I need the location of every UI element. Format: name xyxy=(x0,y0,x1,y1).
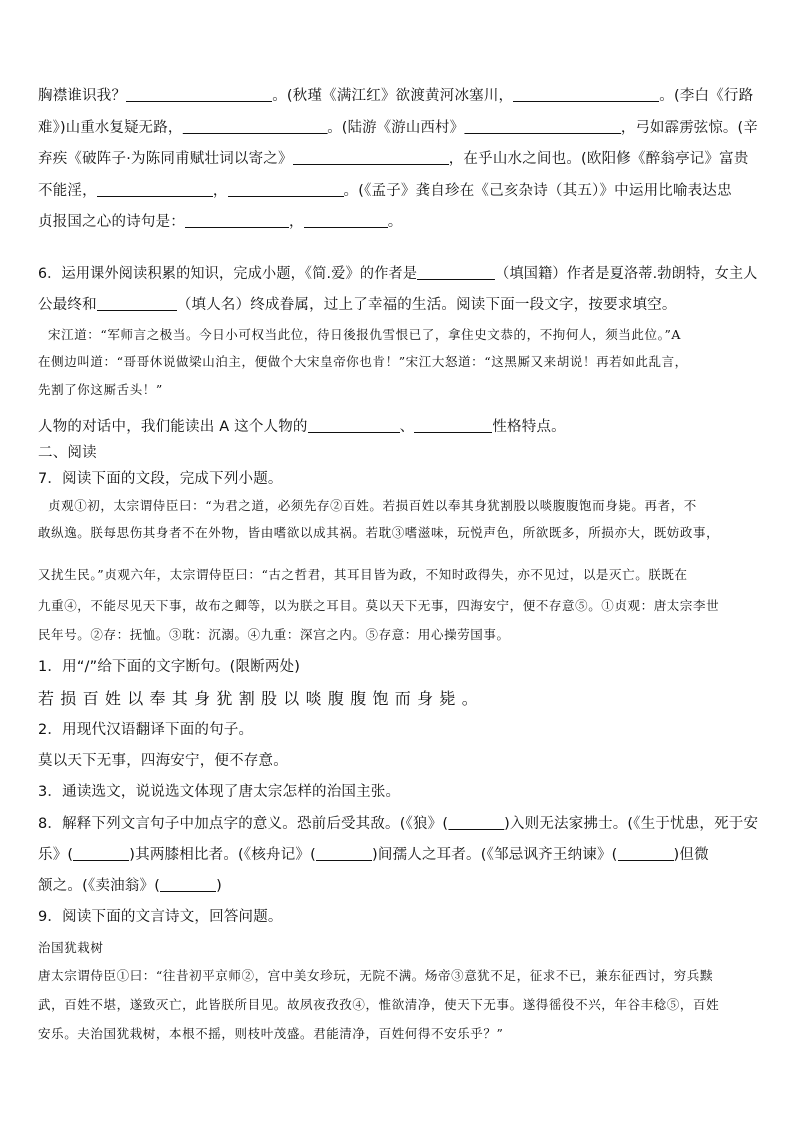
q8-text: ) xyxy=(216,878,222,894)
section-heading: 二、阅读 xyxy=(38,445,97,461)
q8-text: 乐》( xyxy=(38,847,74,863)
q5-text: ，在乎山水之间也。(欧阳修《醉翁亭记》富贵 xyxy=(448,151,749,167)
answer-blank[interactable] xyxy=(228,182,344,197)
q6-passage-line: 宋江道：“军师言之极当。今日小可权当此位，待日後报仇雪恨已了，拿住史文恭的，不拘何人，须当此位。”A xyxy=(48,327,682,342)
q5-text: 。(《孟子》龚自珍在《己亥杂诗（其五）》中运用比喻表达忠 xyxy=(343,183,732,199)
answer-blank[interactable] xyxy=(417,265,495,280)
q6-line-3 xyxy=(38,415,566,436)
q7-passage-line: 九重④，不能尽见天下事，故布之卿等，以为朕之耳目。莫以天下无事，四海安宁，便不存意⑤。①贞观：唐太宗李世 xyxy=(38,598,720,613)
q6-line-1 xyxy=(38,262,758,283)
q6-passage-line: 在侧边叫道：“哥哥休说做梁山泊主，便做个大宋皇帝你也肯！”宋江大怒道：“这黑厮又来胡说！再若如此乱言， xyxy=(38,354,688,369)
answer-blank[interactable] xyxy=(185,213,289,228)
q5-text: ， xyxy=(212,183,228,199)
answer-blank[interactable] xyxy=(464,119,621,134)
q8-text: 8．解释下列文言句子中加点字的意义。恐前后受其敌。(《狼》( xyxy=(38,816,449,832)
q6-text: （填国籍）作者是夏洛蒂.勃朗特，女主人 xyxy=(495,266,758,282)
answer-blank[interactable] xyxy=(182,119,327,134)
answer-blank[interactable] xyxy=(126,87,272,102)
q5-line-3 xyxy=(38,147,749,168)
q7-passage-line: 民年号。②存：抚恤。③耽：沉溺。④九重：深宫之内。⑤存意：用心操劳国事。 xyxy=(38,627,510,642)
answer-blank[interactable] xyxy=(160,877,216,892)
q6-text: 公最终和 xyxy=(38,297,97,313)
answer-blank[interactable] xyxy=(304,213,388,228)
q9-passage-line: 唐太宗谓侍臣①曰：“往昔初平京师②，宫中美女珍玩，无院不满。炀帝③意犹不足，征求不已，兼东征西讨，穷兵黩 xyxy=(38,968,714,983)
q6-text: 、 xyxy=(399,419,415,435)
q6-line-2 xyxy=(38,293,677,314)
q5-line-5 xyxy=(38,210,402,231)
q7-sub-1: 1．用“/”给下面的文字断句。(限断两处) xyxy=(38,659,301,675)
q7-passage-line: 又扰生民。”贞观六年，太宗谓侍臣曰：“古之哲君，其耳目皆为政，不知时政得失，亦不见过，以是灭亡。朕既在 xyxy=(38,567,688,582)
q6-text: 性格特点。 xyxy=(492,419,566,435)
q7-sub-1-text[interactable]: 若损百姓以奉其身犹割股以啖腹腹饱而身毙。 xyxy=(38,689,485,708)
q8-line-1 xyxy=(38,812,758,833)
q8-text: )间孺人之耳者。(《邹忌讽齐王纳谏》( xyxy=(372,847,618,863)
q5-text: 弃疾《破阵子·为陈同甫赋壮词以寄之》 xyxy=(38,151,293,167)
q9-title: 9．阅读下面的文言诗文，回答问题。 xyxy=(38,909,283,925)
q5-line-2 xyxy=(38,116,758,137)
q5-text: 难》)山重水复疑无路， xyxy=(38,120,183,136)
q5-text: ， xyxy=(289,214,304,230)
answer-blank[interactable] xyxy=(618,846,674,861)
q5-text: 。(李白《行路 xyxy=(659,88,754,104)
q5-line-1 xyxy=(38,84,753,105)
q6-passage-line: 先割了你这厮舌头！” xyxy=(38,382,163,397)
q7-sub-3: 3．通读选文，说说选文体现了唐太宗怎样的治国主张。 xyxy=(38,784,401,800)
q7-passage-line: 敢纵逸。朕每思伤其身者不在外物，皆由嗜欲以成其祸。若耽③嗜滋味，玩悦声色，所欲既多，所损亦大，既妨政事， xyxy=(38,525,720,540)
q5-text: 胸襟谁识我？ xyxy=(38,88,127,104)
q5-text: 不能淫， xyxy=(38,183,97,199)
q7-title: 7．阅读下面的文段，完成下列小题。 xyxy=(38,471,283,487)
q8-text: )其两膝相比者。(《核舟记》( xyxy=(129,847,316,863)
q7-sub-2-text: 莫以天下无事，四海安宁，便不存意。 xyxy=(38,753,288,769)
answer-blank[interactable] xyxy=(97,296,177,311)
q5-text: ，弓如霹雳弦惊。(辛 xyxy=(620,120,758,136)
answer-blank[interactable] xyxy=(513,87,659,102)
q8-text: )但微 xyxy=(673,847,709,863)
q9-passage-line: 武，百姓不堪，遂致灭亡，此皆朕所目见。故夙夜孜孜④，惟欲清净，使天下无事。遂得徭役不兴，年谷丰稔⑤，百姓 xyxy=(38,997,720,1012)
q8-text: 颔之。(《卖油翁》( xyxy=(38,878,161,894)
q8-text: )入则无法家拂士。(《生于忧患，死于安 xyxy=(504,816,759,832)
q5-text: 。(秋瑾《满江红》欲渡黄河冰塞川， xyxy=(272,88,514,104)
answer-blank[interactable] xyxy=(448,815,504,830)
q7-sub-2: 2．用现代汉语翻译下面的句子。 xyxy=(38,722,254,738)
q9-subtitle: 治国犹栽树 xyxy=(38,940,104,955)
answer-blank[interactable] xyxy=(97,182,213,197)
q8-line-2 xyxy=(38,843,709,864)
answer-blank[interactable] xyxy=(308,418,400,433)
answer-blank[interactable] xyxy=(73,846,129,861)
q8-line-3 xyxy=(38,874,222,895)
q5-text: 。(陆游《游山西村》 xyxy=(327,120,465,136)
q6-text: 人物的对话中，我们能读出 A 这个人物的 xyxy=(38,419,308,435)
answer-blank[interactable] xyxy=(316,846,372,861)
q5-text: 贞报国之心的诗句是： xyxy=(38,214,185,230)
q9-passage-line: 安乐。夫治国犹栽树，本根不摇，则枝叶茂盛。君能清净，百姓何得不安乐乎？” xyxy=(38,1026,504,1041)
answer-blank[interactable] xyxy=(293,150,449,165)
q7-passage-line: 贞观①初，太宗谓侍臣曰：“为君之道，必须先存②百姓。若损百姓以奉其身犹割股以啖腹腹饱而身毙。再者，不 xyxy=(48,498,697,513)
q6-text: （填人名）终成眷属，过上了幸福的生活。阅读下面一段文字，按要求填空。 xyxy=(176,297,677,313)
q5-text: 。 xyxy=(387,214,403,230)
answer-blank[interactable] xyxy=(414,418,492,433)
q6-text: 6．运用课外阅读积累的知识，完成小题，《简.爱》的作者是 xyxy=(38,266,418,282)
q5-line-4 xyxy=(38,179,732,200)
